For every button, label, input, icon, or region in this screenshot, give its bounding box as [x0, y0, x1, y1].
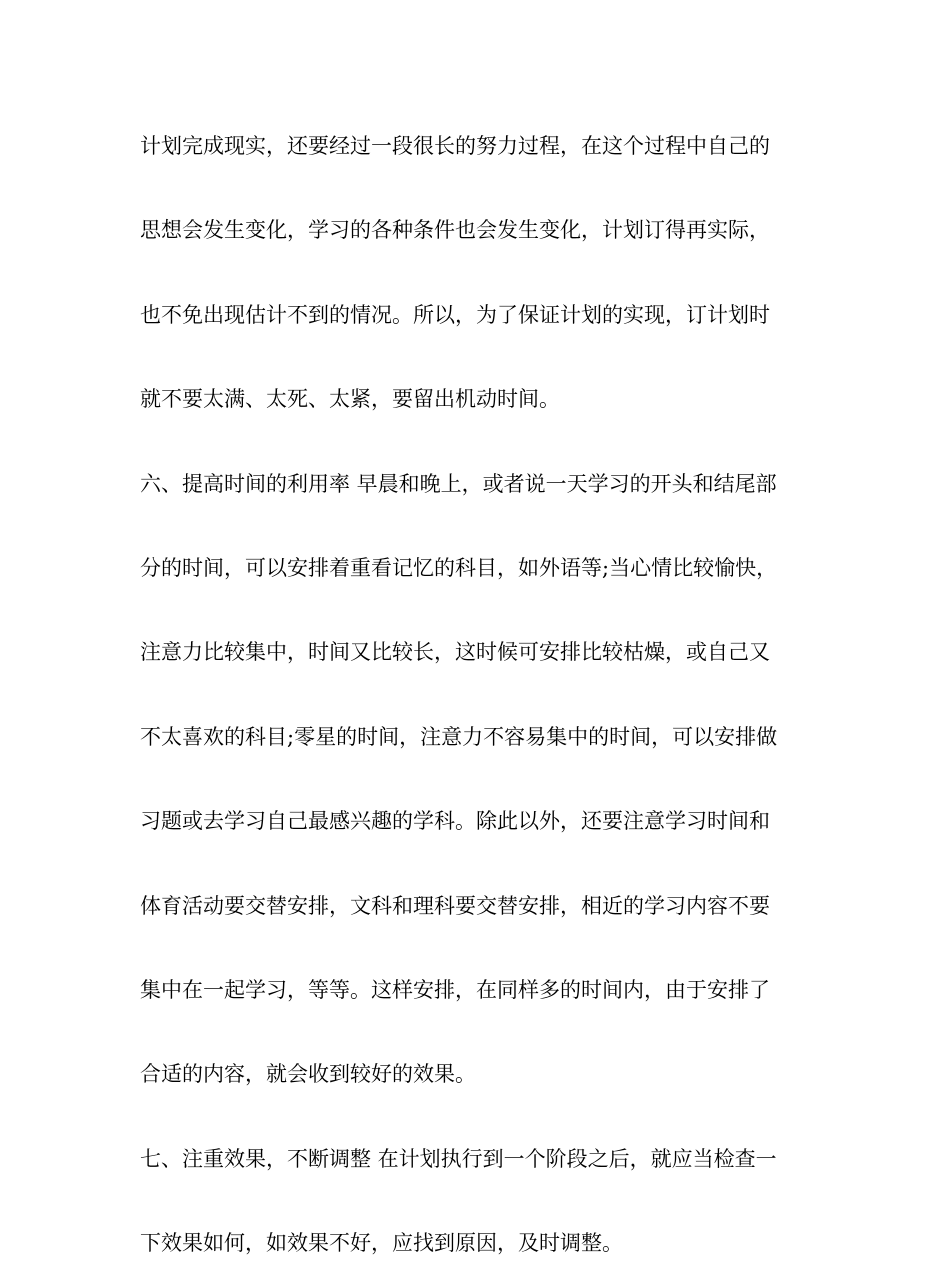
- text-line-7: 注意力比较集中，时间又比较长，这时候可安排比较枯燥，或自己又: [140, 640, 770, 665]
- section-7-heading-line: 七、注重效果，不断调整 在计划执行到一个阶段之后，就应当检查一: [140, 1146, 777, 1171]
- text-line-9: 习题或去学习自己最感兴趣的学科。除此以外，还要注意学习时间和: [140, 809, 770, 834]
- text-line-3: 也不免出现估计不到的情况。所以，为了保证计划的实现，订计划时: [140, 302, 770, 327]
- text-line-2: 思想会发生变化，学习的各种条件也会发生变化，计划订得再实际，: [140, 218, 770, 243]
- text-line-8: 不太喜欢的科目;零星的时间，注意力不容易集中的时间，可以安排做: [140, 724, 778, 749]
- text-line-4: 就不要太满、太死、太紧，要留出机动时间。: [140, 387, 560, 412]
- section-6-heading-line: 六、提高时间的利用率 早晨和晚上，或者说一天学习的开头和结尾部: [140, 471, 777, 496]
- text-line-12: 合适的内容，就会收到较好的效果。: [140, 1062, 476, 1087]
- text-line-14: 下效果如何，如效果不好，应找到原因，及时调整。: [140, 1231, 623, 1256]
- text-line-6: 分的时间，可以安排着重看记忆的科目，如外语等;当心情比较愉快，: [140, 555, 778, 580]
- text-line-10: 体育活动要交替安排，文科和理科要交替安排，相近的学习内容不要: [140, 893, 770, 918]
- body-text: [140, 119, 820, 1270]
- text-line-11: 集中在一起学习，等等。这样安排，在同样多的时间内，由于安排了: [140, 977, 770, 1002]
- text-line-1: 计划完成现实，还要经过一段很长的努力过程，在这个过程中自己的: [140, 134, 770, 158]
